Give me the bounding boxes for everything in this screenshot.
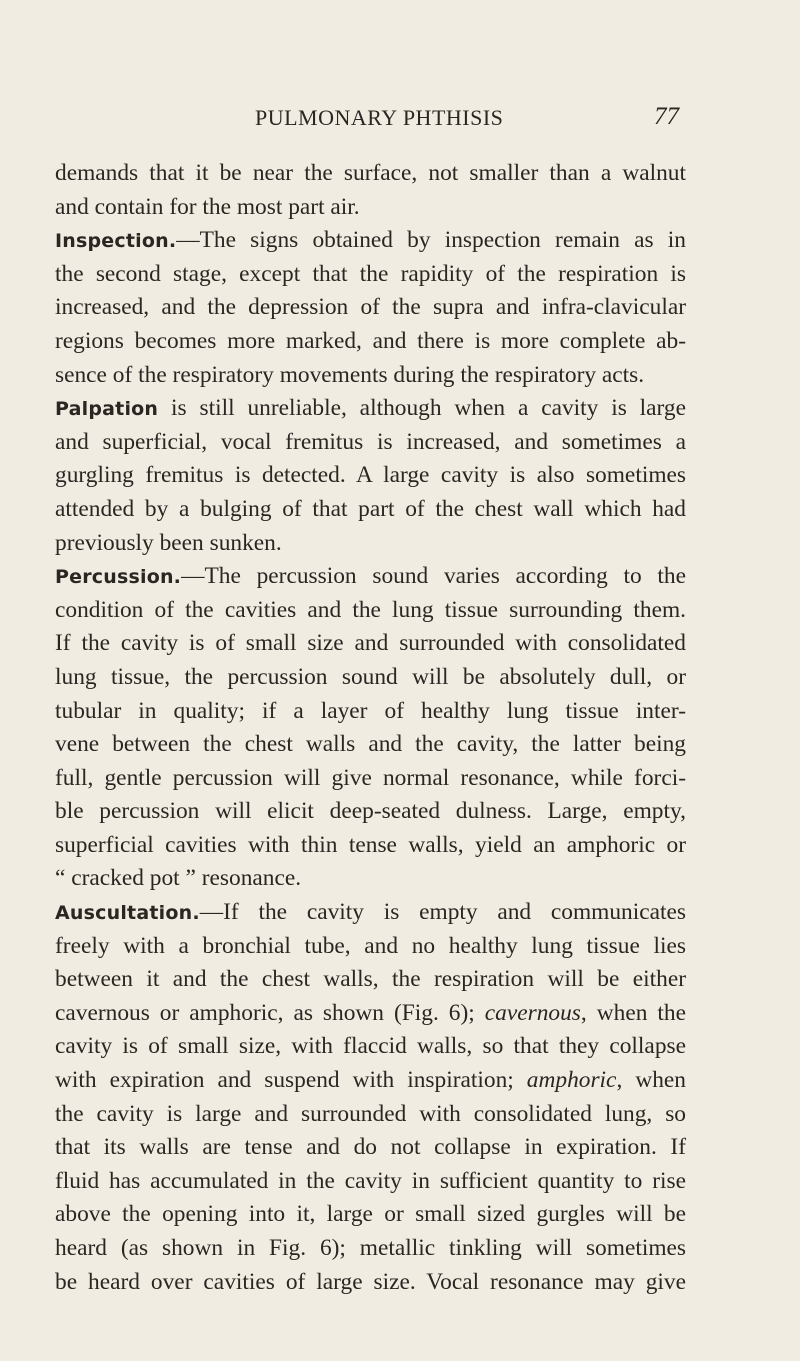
text-run: with expiration and suspend with inspiration; [55, 1067, 527, 1094]
paragraph-percussion-first-line [55, 560, 686, 594]
text-line: freely with a bronchial tube, and no healthy lung tissue lies [55, 932, 686, 959]
section-heading-auscultation: Auscultation. [55, 902, 200, 925]
text-line: condition of the cavities and the lung tissue surrounding them. [55, 596, 686, 623]
text-line: heard (as shown in Fig. 6); metallic tinkling will sometimes [55, 1235, 686, 1261]
text-line: fluid has accumulated in the cavity in sufficient quantity to rise [55, 1167, 686, 1194]
text-line: above the opening into it, large or small sized gurgles will be [55, 1201, 686, 1228]
text-line: full, gentle percussion will give normal resonance, while forci- [55, 764, 686, 791]
text-line: lung tissue, the percussion sound will be absolutely dull, or [55, 663, 686, 690]
text-line: previously been sunken. [55, 529, 282, 556]
text-line: gurgling fremitus is detected. A large cavity is also sometimes [55, 462, 686, 489]
text-line: attended by a bulging of that part of the chest wall which had [55, 495, 686, 522]
text-line: “ cracked pot ” resonance. [55, 865, 302, 892]
text-line: and contain for the most part air. [55, 193, 360, 220]
section-heading-palpation: Palpation [55, 398, 159, 421]
text-run: cavernous or amphoric, as shown (Fig. 6); [55, 999, 485, 1026]
italic-term-cavernous: cavernous [484, 999, 581, 1026]
italic-term-amphoric: amphoric [526, 1067, 617, 1094]
text-line: and superficial, vocal fremitus is increased, and sometimes a [55, 428, 686, 455]
paragraph-palpation-first-line [55, 392, 686, 426]
text-run: , when the [580, 999, 686, 1026]
text-line: demands that it be near the surface, not smaller than a walnut [55, 160, 686, 186]
text-line: that its walls are tense and do not collapse in expiration. If [55, 1134, 686, 1161]
text-run: —If the cavity is empty and communicates [199, 899, 686, 926]
text-line: sence of the respiratory movements during the respiratory acts. [55, 361, 645, 388]
body-text [55, 157, 686, 1299]
text-run: , when [616, 1067, 686, 1094]
text-line: cavity is of small size, with flaccid walls, so that they collapse [55, 1033, 686, 1060]
section-heading-inspection: Inspection. [55, 230, 177, 253]
section-heading-percussion: Percussion. [55, 566, 182, 589]
text-line: If the cavity is of small size and surrounded with consolidated [55, 630, 686, 657]
page-number: 77 [654, 103, 679, 130]
text-line-with-italic [55, 997, 686, 1031]
text-line: ble percussion will elicit deep-seated dulness. Large, empty, [55, 798, 686, 825]
text-line: tubular in quality; if a layer of healthy lung tissue inter- [55, 697, 686, 724]
text-line-with-italic [55, 1064, 686, 1098]
paragraph-inspection-first-line [55, 224, 686, 258]
text-line: the second stage, except that the rapidity of the respiration is [55, 260, 686, 287]
text-line: regions becomes more marked, and there is more complete ab- [55, 327, 686, 354]
text-run: —The signs obtained by inspection remain as in [176, 227, 686, 254]
running-head: PULMONARY PHTHISIS [255, 105, 504, 130]
text-line: be heard over cavities of large size. Vocal resonance may give [55, 1268, 686, 1295]
paragraph-auscultation-first-line [55, 896, 686, 930]
text-line: the cavity is large and surrounded with consolidated lung, so [55, 1100, 686, 1127]
text-run: is still unreliable, although when a cavity is large [158, 395, 686, 422]
text-line: between it and the chest walls, the respiration will be either [55, 966, 686, 993]
text-line: superficial cavities with thin tense walls, yield an amphoric or [55, 831, 686, 858]
text-line: vene between the chest walls and the cavity, the latter being [55, 731, 686, 758]
page-header [0, 105, 800, 135]
text-line: increased, and the depression of the supra and infra-clavicular [55, 294, 686, 321]
text-run: —The percussion sound varies according to the [181, 563, 686, 590]
